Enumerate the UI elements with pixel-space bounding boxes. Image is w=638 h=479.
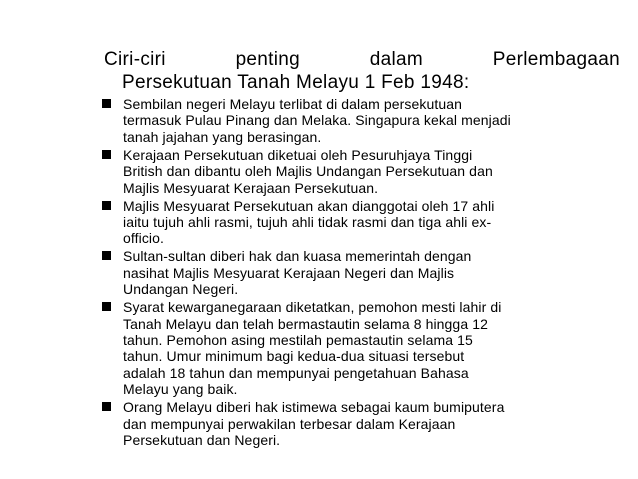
bullet-line: adalah 18 tahun dan mempunyai pengetahuan Bahasa <box>123 364 469 381</box>
bullet-item <box>101 147 631 196</box>
slide-title <box>104 48 620 94</box>
bullet-item <box>101 248 631 297</box>
bullet-line: tahun. Pemohon asing mestilah pemastautin selama 15 <box>123 332 473 349</box>
bullet-line: Sultan-sultan diberi hak dan kuasa memerintah dengan <box>123 248 472 265</box>
bullet-line: Sembilan negeri Melayu terlibat di dalam persekutuan <box>123 96 463 112</box>
bullet-line: Majlis Mesyuarat Kerajaan Persekutuan. <box>123 179 379 196</box>
bullet-line: Melayu yang baik. <box>123 381 238 398</box>
bullet-line: Persekutuan dan Negeri. <box>123 432 281 449</box>
title-word: dalam <box>369 49 424 70</box>
bullet-line: Syarat kewarganegaraan diketatkan, pemohon mesti lahir di <box>123 299 502 316</box>
bullet-line: nasihat Majlis Mesyuarat Kerajaan Negeri dan Majlis <box>123 264 455 281</box>
bullet-line: Undangan Negeri. <box>123 281 239 298</box>
square-bullet-icon <box>102 302 111 311</box>
square-bullet-icon <box>102 402 111 411</box>
square-bullet-icon <box>102 201 111 210</box>
bullet-line: Orang Melayu diberi hak istimewa sebagai kaum bumiputera <box>123 399 505 416</box>
title-word: Ciri-ciri <box>104 49 166 70</box>
bullet-line: tahun. Umur minimum bagi kedua-dua situasi tersebut <box>123 348 465 365</box>
title-word: penting <box>235 49 300 70</box>
bullet-item <box>101 198 631 247</box>
bullet-line: Tanah Melayu dan telah bermastautin selama 8 hingga 12 <box>123 315 488 332</box>
square-bullet-icon <box>102 99 111 108</box>
bullet-line: officio. <box>123 230 165 247</box>
title-word: Perlembagaan <box>492 49 620 70</box>
bullet-line: Kerajaan Persekutuan diketuai oleh Pesuruhjaya Tinggi <box>123 146 473 163</box>
bullet-item <box>101 96 631 145</box>
bullet-line: British dan dibantu oleh Majlis Undangan Persekutuan dan <box>123 163 493 180</box>
bullet-list <box>101 96 631 450</box>
bullet-line: tanah jajahan yang berasingan. <box>123 128 322 145</box>
bullet-line: Majlis Mesyuarat Persekutuan akan dianggotai oleh 17 ahli <box>123 197 495 214</box>
bullet-line: iaitu tujuh ahli rasmi, tujuh ahli tidak rasmi dan tiga ahli ex- <box>123 214 492 231</box>
bullet-line: termasuk Pulau Pinang dan Melaka. Singapura kekal menjadi <box>123 112 511 129</box>
bullet-item <box>101 299 631 397</box>
title-line-1 <box>104 48 620 71</box>
bullet-line: dan mempunyai perwakilan terbesar dalam Kerajaan <box>123 415 456 432</box>
title-line-2: Persekutuan Tanah Melayu 1 Feb 1948: <box>122 72 470 93</box>
square-bullet-icon <box>102 251 111 260</box>
bullet-item <box>101 399 631 448</box>
square-bullet-icon <box>102 150 111 159</box>
